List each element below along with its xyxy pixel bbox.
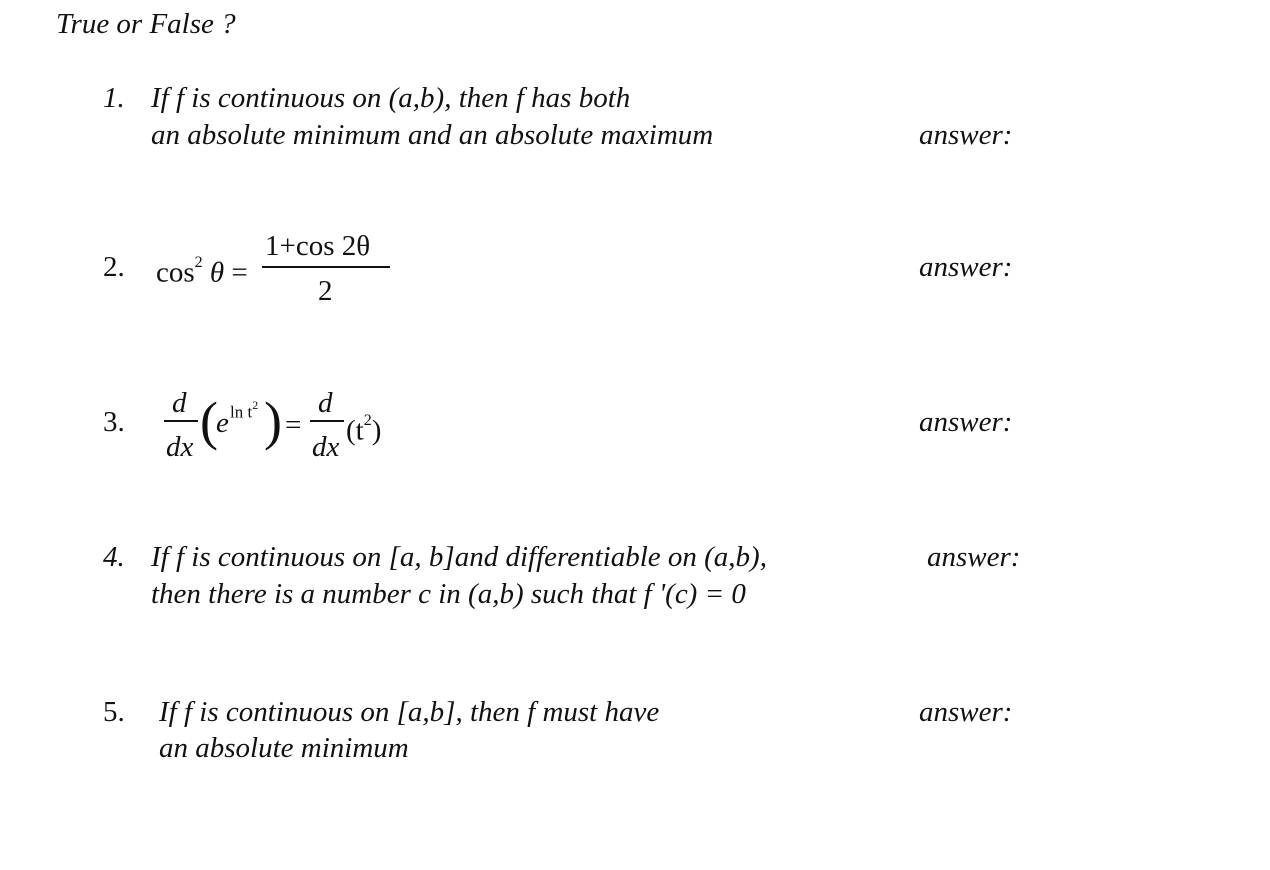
question-text-line-1: If f is continuous on (a,b), then f has both <box>151 82 631 114</box>
fraction-numerator: 1+cos 2θ <box>265 230 371 262</box>
t-squared-expression: $(t^2)$ <box>346 412 382 447</box>
question-text-line-2: an absolute minimum and an absolute maximum <box>151 119 714 151</box>
question-text-line-2: an absolute minimum <box>159 732 409 764</box>
equals-sign: = <box>285 409 302 441</box>
derivative-bar-right <box>310 420 344 422</box>
fraction-denominator: 2 <box>318 275 333 307</box>
question-text-line-1: If f is continuous on [a,b], then f must have <box>159 696 660 728</box>
question-text-line-1: If f is continuous on [a, b]and differentiable on (a,b), <box>151 541 767 573</box>
cos-exponent: 2 <box>194 254 203 271</box>
derivative-denominator-right: dx <box>312 431 340 463</box>
equals-sign: = <box>231 256 248 289</box>
exponent-ln-t: $\ln t^2$ <box>230 398 259 422</box>
answer-label: answer: <box>927 541 1021 573</box>
open-paren: ( <box>200 391 218 451</box>
answer-label: answer: <box>919 696 1013 728</box>
prompt-title: True or False ? <box>56 8 236 40</box>
derivative-bar-left <box>164 420 198 422</box>
derivative-numerator-left: d <box>172 387 187 419</box>
cos-func: cos <box>156 256 195 289</box>
close-paren: ) <box>264 391 282 451</box>
answer-label: answer: <box>919 251 1013 283</box>
base-e: e <box>216 407 229 439</box>
answer-label: answer: <box>919 119 1013 151</box>
theta-symbol: θ <box>209 256 225 289</box>
question-number: 4. <box>103 541 125 573</box>
derivative-denominator-left: dx <box>166 431 194 463</box>
question-number: 1. <box>103 82 125 114</box>
question-number: 2. <box>103 251 125 283</box>
question-number: 3. <box>103 406 125 438</box>
answer-label: answer: <box>919 406 1013 438</box>
question-text-line-2: then there is a number c in (a,b) such that f '(c) = 0 <box>151 578 746 610</box>
formula-lhs <box>156 252 248 288</box>
derivative-numerator-right: d <box>318 387 333 419</box>
question-number: 5. <box>103 696 125 728</box>
fraction-bar <box>262 266 390 268</box>
